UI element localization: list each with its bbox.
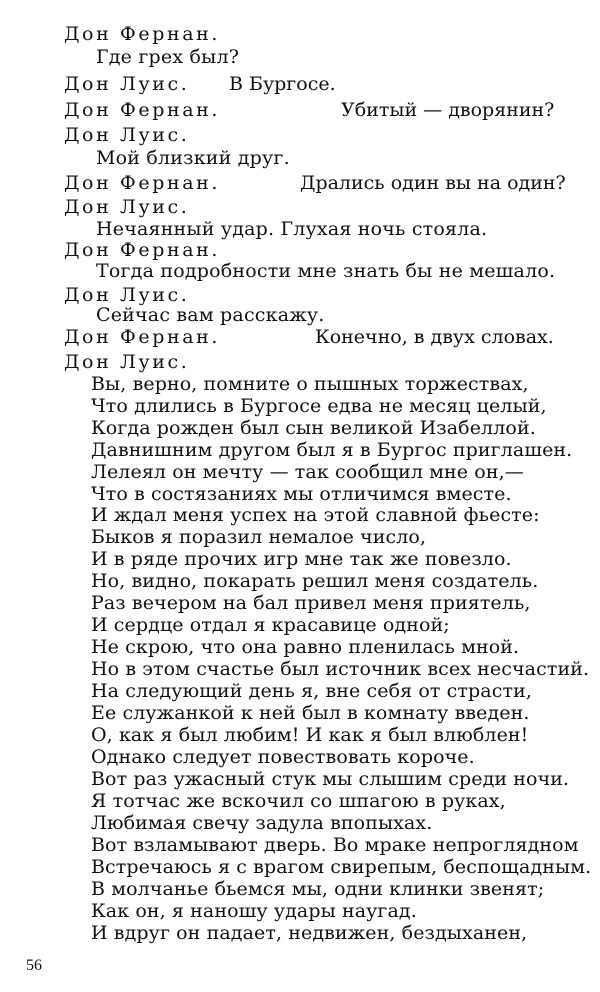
verse-line: Раз вечером на бал привел меня приятель, bbox=[91, 592, 531, 614]
verse-line: Я тотчас же вскочил со шпагою в руках, bbox=[91, 790, 506, 812]
verse-line: И ждал меня успех на этой славной фьесте: bbox=[91, 504, 540, 526]
verse-line: Но, видно, покарать решил меня создатель. bbox=[91, 570, 539, 592]
verse-line: Ее служанкой к ней был в комнату введен. bbox=[91, 702, 530, 724]
speech-text: Убитый — дворянин? bbox=[341, 99, 555, 121]
verse-line: Что длились в Бургосе едва не месяц целый, bbox=[91, 395, 547, 417]
dialogue-line bbox=[0, 350, 600, 374]
dialogue-line bbox=[0, 259, 600, 283]
dialogue-line bbox=[0, 123, 600, 147]
verse-line: Любимая свечу задула впопыхах. bbox=[91, 812, 433, 834]
speaker-name: Дон Луис. bbox=[64, 73, 190, 95]
speaker-name: Дон Фернан. bbox=[64, 99, 221, 121]
dialogue-line bbox=[0, 146, 600, 170]
verse-line: О, как я был любим! И как я был влюблен! bbox=[91, 724, 529, 746]
verse-line: Что в состязаниях мы отличимся вместе. bbox=[91, 483, 512, 505]
verse-line: И в ряде прочих игр мне так же повезло. bbox=[91, 548, 512, 570]
verse-line: Давнишним другом был я в Бургос приглашен. bbox=[91, 439, 573, 461]
verse-line: На следующий день я, вне себя от страсти, bbox=[91, 680, 532, 702]
speaker-name: Дон Фернан. bbox=[64, 172, 221, 194]
speaker-name: Дон Луис. bbox=[64, 284, 190, 306]
speech-text: Мой близкий друг. bbox=[96, 147, 290, 169]
dialogue-line bbox=[0, 325, 600, 349]
verse-line: Однако следует повествовать короче. bbox=[91, 746, 475, 768]
speech-text: Сейчас вам расскажу. bbox=[96, 304, 325, 326]
dialogue-line bbox=[0, 98, 600, 122]
verse-line: И сердце отдал я красавице одной; bbox=[91, 614, 450, 636]
speaker-name: Дон Луис. bbox=[64, 351, 190, 373]
dialogue-line bbox=[0, 22, 600, 46]
page-number: 56 bbox=[26, 957, 42, 974]
verse-line: Вот раз ужасный стук мы слышим среди ночи. bbox=[91, 768, 570, 790]
speaker-name: Дон Луис. bbox=[64, 196, 190, 218]
speaker-name: Дон Луис. bbox=[64, 124, 190, 146]
verse-line: Быков я поразил немалое число, bbox=[91, 526, 427, 548]
verse-line: И вдруг он падает, недвижен, бездыханен, bbox=[91, 922, 528, 944]
speech-text: В Бургосе. bbox=[229, 73, 336, 95]
speech-text: Где грех был? bbox=[96, 46, 240, 68]
speech-text: Тогда подробности мне знать бы не мешало. bbox=[96, 260, 556, 282]
speech-text: Конечно, в двух словах. bbox=[315, 326, 554, 348]
speech-text: Дрались один вы на один? bbox=[300, 172, 566, 194]
dialogue-line bbox=[0, 72, 600, 96]
dialogue-line bbox=[0, 195, 600, 219]
dialogue-line bbox=[0, 45, 600, 69]
dialogue-line bbox=[0, 171, 600, 195]
verse-line: Когда рожден был сын великой Изабеллой. bbox=[91, 417, 536, 439]
speaker-name: Дон Фернан. bbox=[64, 23, 221, 45]
verse-line: Но в этом счастье был источник всех несчастий. bbox=[91, 658, 590, 680]
verse-line: Лелеял он мечту — так сообщил мне он,— bbox=[91, 461, 524, 483]
verse-line: Вы, верно, помните о пышных торжествах, bbox=[91, 373, 529, 395]
dialogue-line bbox=[0, 303, 600, 327]
verse-line: Вот взламывают дверь. Во мраке непроглядном bbox=[91, 834, 579, 856]
verse-line: В молчанье бьемся мы, одни клинки звенят; bbox=[91, 878, 545, 900]
speaker-name: Дон Фернан. bbox=[64, 239, 221, 261]
verse-line: Встречаюсь я с врагом свирепым, беспощадным. bbox=[91, 856, 592, 878]
speech-text: Нечаянный удар. Глухая ночь стояла. bbox=[96, 218, 488, 240]
verse-line: Не скрою, что она равно пленилась мной. bbox=[91, 636, 520, 658]
verse-line: Как он, я наношу удары наугад. bbox=[91, 900, 417, 922]
speaker-name: Дон Фернан. bbox=[64, 326, 221, 348]
